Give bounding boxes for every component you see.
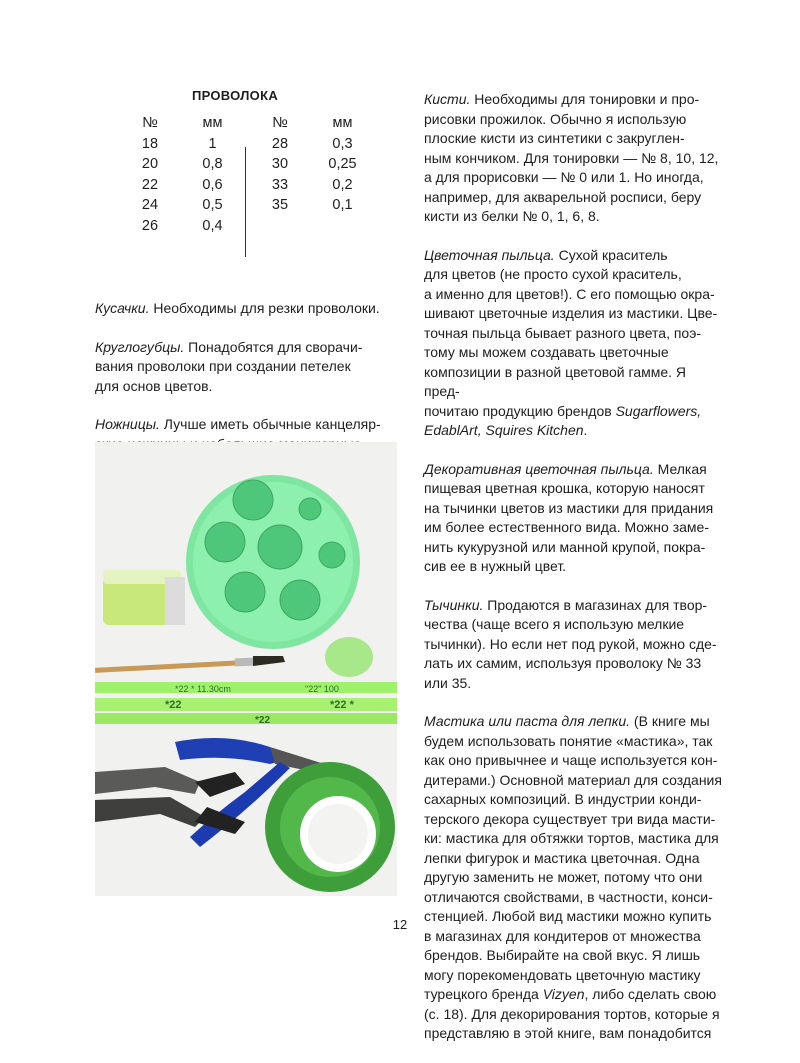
table-cell: 0,6 <box>202 176 223 193</box>
wire-label: *22 <box>255 715 271 726</box>
wire-table <box>95 113 375 253</box>
header-no: № <box>272 115 288 131</box>
paragraph-krugloguby: Круглогубцы. Понадобятся для сворачи- вания проволоки при создании петелек для основ цветов. <box>95 338 363 394</box>
table-cell: 28 <box>271 135 289 152</box>
paragraph-cvetochnaya-pylca: Цветочная пыльца. Сухой краситель для цветов (не просто сухой краситель, а именно для цветов!). С его помощью окра- шивают цветочные изделия из мастики. Цве- точная пыльца бывает разного цвета, поэ- тому мы можем создавать цветочные композиции в разной цветовой гамме. Я пред- почитаю продукцию брендов Sugarflowers, EdablArt, Squires Kitchen. <box>424 246 718 438</box>
table-cell: 26 <box>141 217 159 234</box>
wire-label: *22 <box>165 699 182 711</box>
paragraph-kisti: Кисти. Необходимы для тонировки и про- рисовки прожилок. Обычно я использую плоские кисти из синтетики с закруглен- ным кончиком. Для тонировки — № 8, 10, 12, а для прорисовки — № 0 или 1. Но иногда, например, для акварельной росписи, беру кисти из белки № 0, 1, 6, 8. <box>424 91 719 224</box>
table-cell: 22 <box>141 176 159 193</box>
wire-label: *22 * 11.30cm <box>175 684 231 694</box>
table-cell: 30 <box>271 156 289 172</box>
header-no: № <box>142 115 158 131</box>
paragraph-kusachki: Кусачки. Необходимы для резки проволоки. <box>95 300 380 316</box>
table-cell: 0,2 <box>332 176 353 193</box>
wire-table-title: ПРОВОЛОКА <box>191 88 279 103</box>
table-cell: 0,5 <box>202 197 223 213</box>
table-cell: 33 <box>271 176 289 193</box>
header-mm: мм <box>202 115 223 131</box>
paragraph-dekorativnaya-pylca: Декоративная цветочная пыльца. Мелкая пищевая цветная крошка, которую наносят на тычинки цветов из мастики для придания им более естественного вида. Можно заме- нить кукурузной или манной крупой, покра- сив ее в нужный цвет. <box>424 460 714 574</box>
table-cell: 0,3 <box>332 135 353 152</box>
table-cell: 0,4 <box>202 217 223 234</box>
wire-col-no-right <box>260 113 300 216</box>
table-cell: 0,25 <box>328 156 357 172</box>
table-cell: 24 <box>141 197 159 213</box>
table-cell: 1 <box>208 135 217 152</box>
paragraph-tychinki: Тычинки. Продаются в магазинах для твор- чества (чаще всего я использую мелкие тычинки). Но если нет под рукой, можно сде- лать их самим, используя проволоку № 33 или 35. <box>424 596 717 691</box>
paragraph-nozhnicy: Ножницы. Лучше иметь обычные канцеляр- <box>95 416 381 432</box>
table-cell: 35 <box>271 197 289 213</box>
wire-label: *22 * <box>330 699 354 711</box>
wire-col-no-left <box>130 113 170 236</box>
wire-col-mm-left <box>190 113 235 236</box>
table-divider <box>245 147 246 257</box>
table-cell: 18 <box>141 135 159 152</box>
page-number: 12 <box>392 917 408 932</box>
paragraph-mastika: Мастика или паста для лепки. (В книге мы будем использовать понятие «мастика», так как оно привычнее и чаще используется кон- дитерами.) Основной материал для создания сахарных композиций. В индустрии конди- терского декора существует три вида масти- ки: мастика для обтяжки тортов, мастика для лепки фигурок и мастика цветочная. Одна другую заменить не может, потому что они отличаются свойствами, в частности, конси- стенцией. Любой вид мастики можно купить в магазинах для кондитеров от множества брендов. Выбирайте на свой вкус. Я лишь могу порекомендовать цветочную мастику турецкого бренда Vizyen, либо сделать свою (с. 18). Для декорирования тортов, которые я представляю в этой книге, вам понадобится <box>424 713 722 1041</box>
wire-label: "22" 100 <box>305 684 339 694</box>
table-cell: 0,8 <box>202 156 223 172</box>
tools-photo <box>95 442 397 896</box>
table-cell: 0,1 <box>332 197 353 213</box>
header-mm: мм <box>332 115 353 131</box>
wire-col-mm-right <box>320 113 365 216</box>
left-column <box>95 88 395 454</box>
table-cell: 20 <box>141 156 159 172</box>
